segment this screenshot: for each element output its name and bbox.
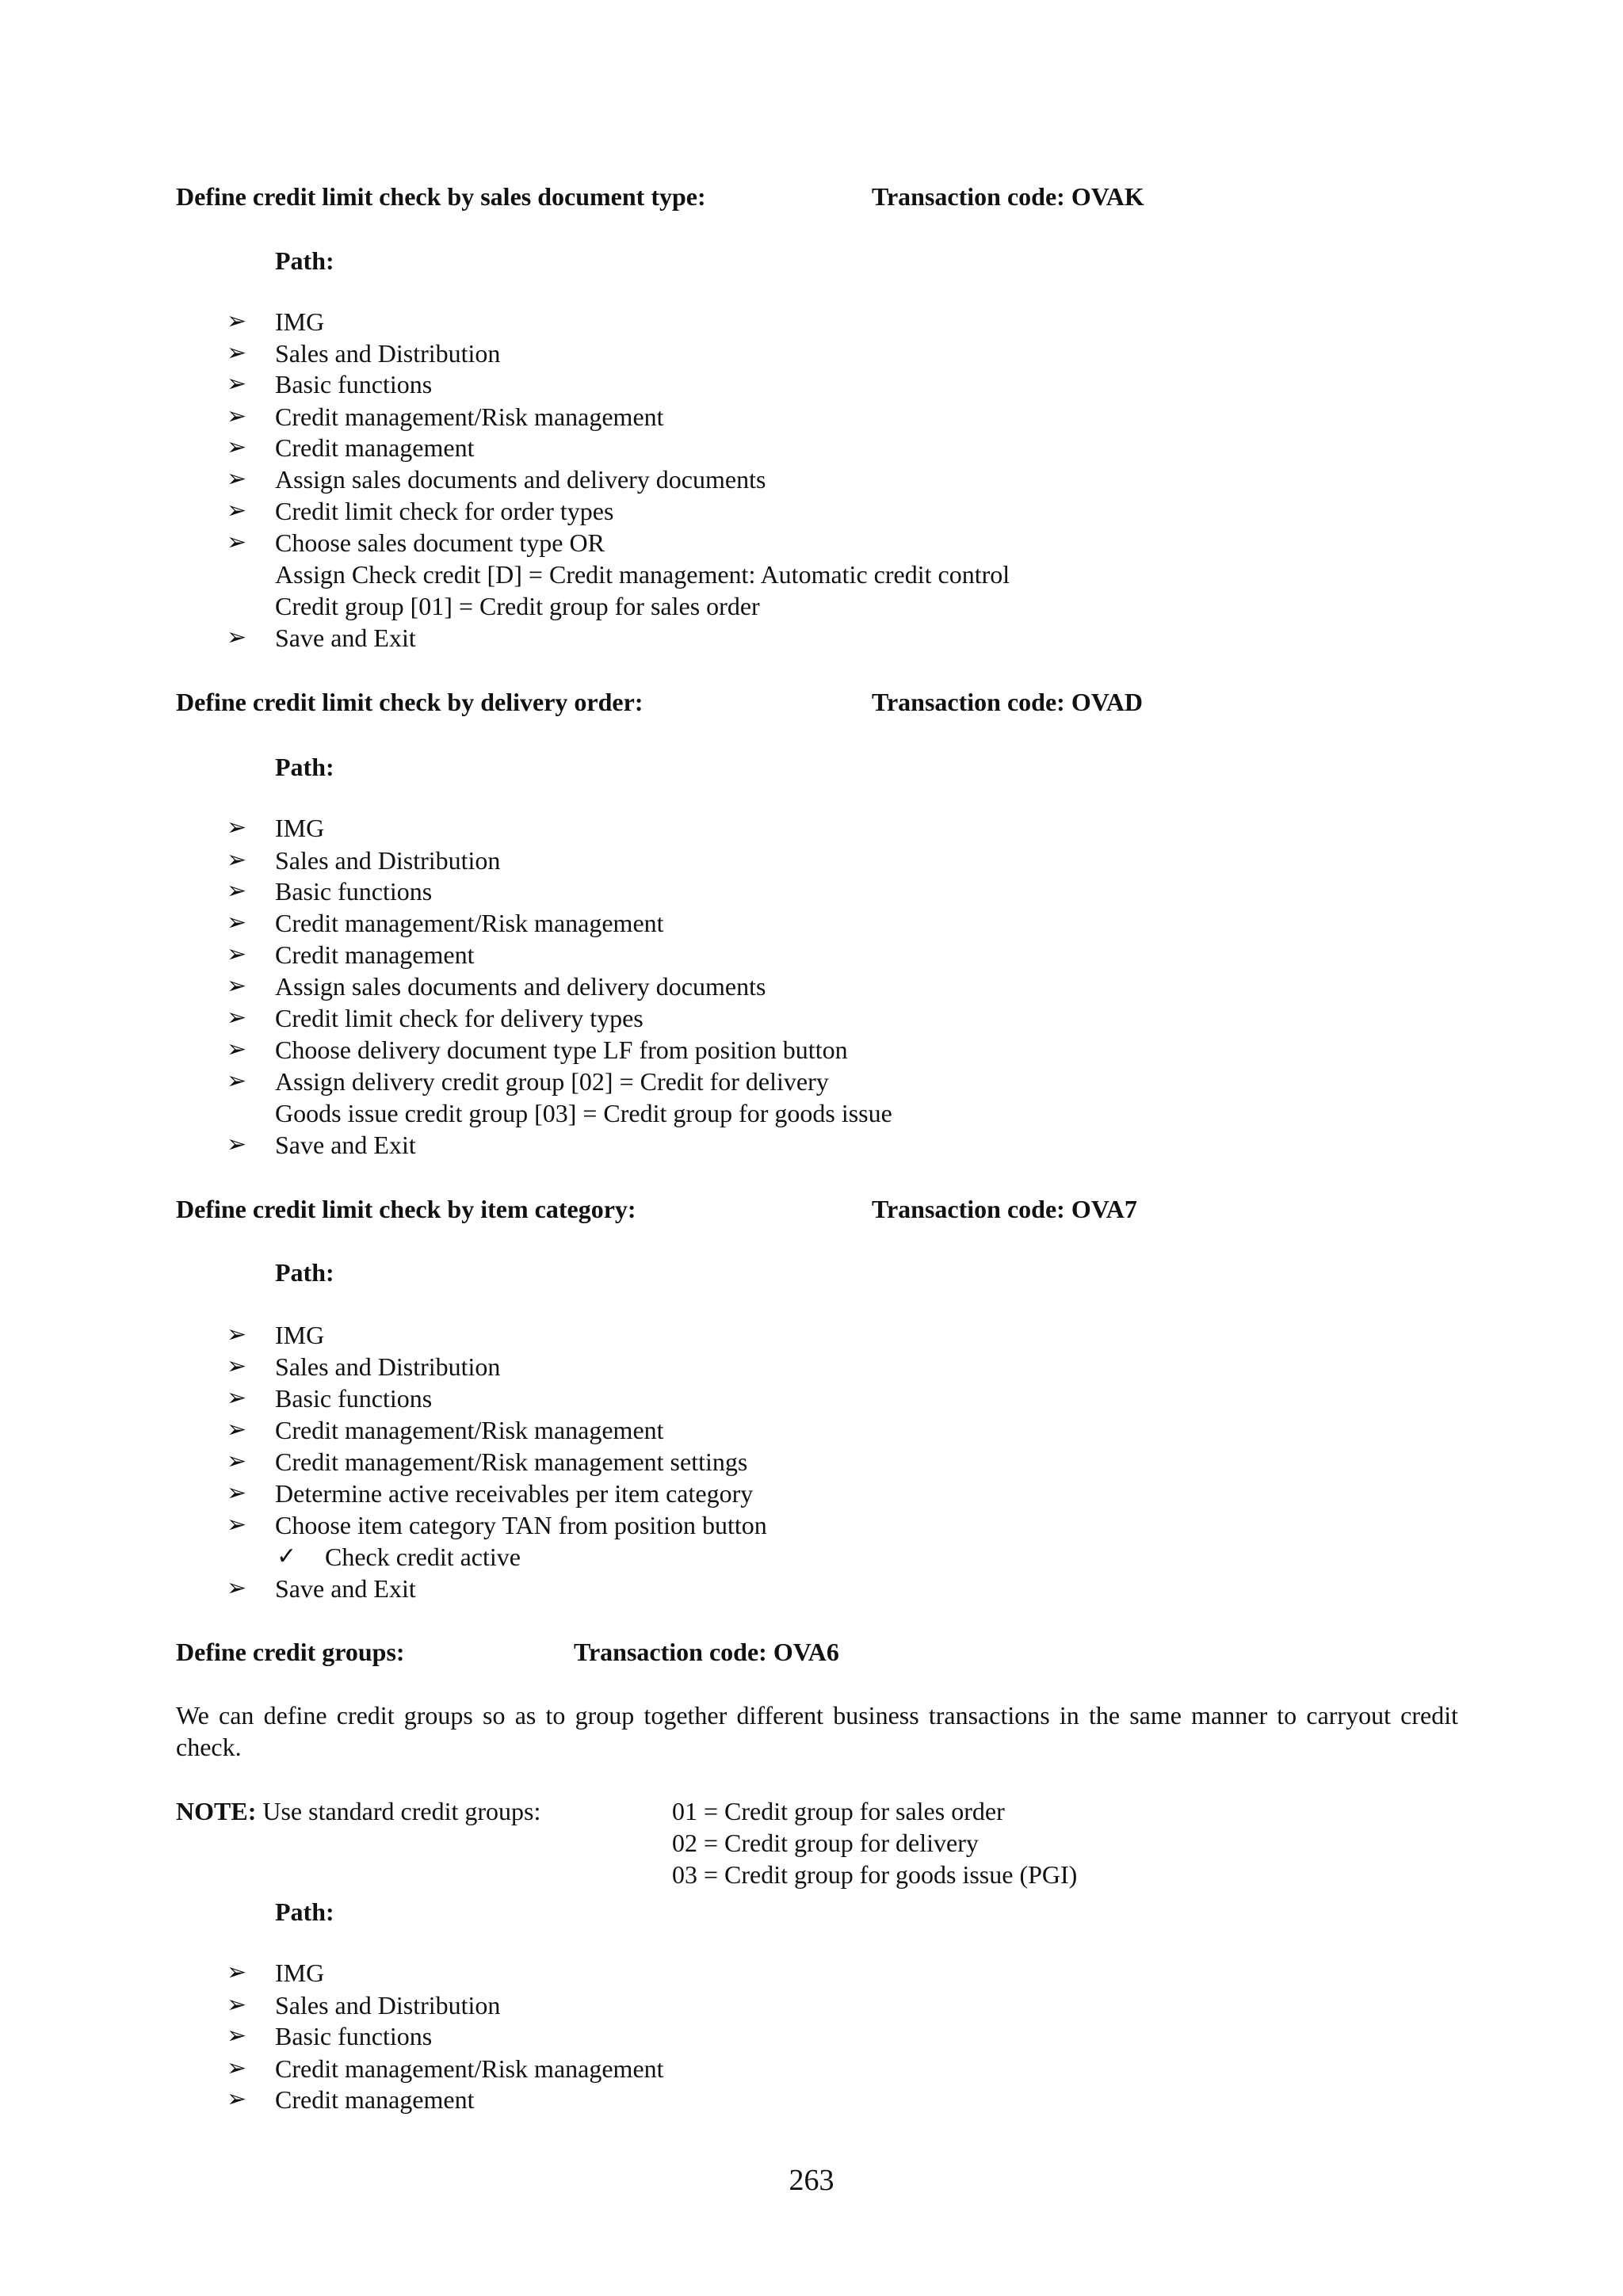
arrow-bullet-icon: ➢ xyxy=(227,1067,247,1095)
arrow-bullet-icon: ➢ xyxy=(227,1447,247,1475)
arrow-bullet-icon: ➢ xyxy=(227,1991,247,2019)
note-value: 02 = Credit group for delivery xyxy=(672,1829,979,1857)
arrow-bullet-icon: ➢ xyxy=(227,1004,247,1032)
section-heading: Define credit limit check by delivery order: xyxy=(176,688,643,716)
path-step-continuation: Assign Check credit [D] = Credit management: Automatic credit control xyxy=(275,560,1010,589)
arrow-bullet-icon: ➢ xyxy=(227,339,247,367)
path-step: Credit management/Risk management xyxy=(275,909,664,937)
arrow-bullet-icon: ➢ xyxy=(227,2085,247,2113)
path-step: Credit management/Risk management xyxy=(275,1416,664,1444)
path-step: Assign sales documents and delivery documents xyxy=(275,465,766,494)
arrow-bullet-icon: ➢ xyxy=(227,1384,247,1412)
section-paragraph: We can define credit groups so as to group together different business transactions in the same manner to carryout credit check. xyxy=(176,1701,1458,1761)
path-step: Basic functions xyxy=(275,2022,433,2050)
section-heading: Define credit limit check by item category: xyxy=(176,1195,636,1223)
path-step: Sales and Distribution xyxy=(275,1352,501,1381)
path-step: Basic functions xyxy=(275,370,433,399)
path-step: Assign sales documents and delivery documents xyxy=(275,972,766,1001)
arrow-bullet-icon: ➢ xyxy=(227,1479,247,1507)
arrow-bullet-icon: ➢ xyxy=(227,909,247,936)
section-heading: Define credit groups: xyxy=(176,1638,405,1666)
path-step-continuation: Credit group [01] = Credit group for sales order xyxy=(275,592,760,620)
note-value: 01 = Credit group for sales order xyxy=(672,1797,1005,1825)
path-step: Credit limit check for order types xyxy=(275,497,614,525)
note xyxy=(176,1795,540,1827)
transaction-code: Transaction code: OVA6 xyxy=(574,1638,839,1666)
arrow-bullet-icon: ➢ xyxy=(227,2022,247,2050)
path-step: IMG xyxy=(275,814,325,842)
path-step: IMG xyxy=(275,307,325,336)
arrow-bullet-icon: ➢ xyxy=(227,307,247,335)
page-number: 263 xyxy=(789,2164,834,2197)
arrow-bullet-icon: ➢ xyxy=(227,370,247,398)
transaction-code: Transaction code: OVAD xyxy=(872,688,1143,716)
arrow-bullet-icon: ➢ xyxy=(227,1511,247,1539)
path-label: Path: xyxy=(275,1258,334,1287)
path-step: Sales and Distribution xyxy=(275,846,501,875)
path-label: Path: xyxy=(275,246,334,275)
arrow-bullet-icon: ➢ xyxy=(227,2054,247,2082)
path-step: Determine active receivables per item category xyxy=(275,1479,754,1508)
path-step: Choose item category TAN from position button xyxy=(275,1511,767,1539)
arrow-bullet-icon: ➢ xyxy=(227,433,247,461)
arrow-bullet-icon: ➢ xyxy=(227,877,247,905)
path-step: Credit limit check for delivery types xyxy=(275,1004,643,1032)
arrow-bullet-icon: ➢ xyxy=(227,940,247,968)
path-step: Assign delivery credit group [02] = Credit for delivery xyxy=(275,1067,829,1096)
arrow-bullet-icon: ➢ xyxy=(227,1321,247,1348)
path-step: Credit management/Risk management xyxy=(275,402,664,431)
arrow-bullet-icon: ➢ xyxy=(227,497,247,524)
path-step: Credit management xyxy=(275,940,475,969)
path-step: IMG xyxy=(275,1958,325,1987)
path-step: Save and Exit xyxy=(275,624,416,652)
arrow-bullet-icon: ➢ xyxy=(227,972,247,1000)
path-step: Sales and Distribution xyxy=(275,339,501,368)
arrow-bullet-icon: ➢ xyxy=(227,402,247,430)
arrow-bullet-icon: ➢ xyxy=(227,1416,247,1444)
path-step: IMG xyxy=(275,1321,325,1349)
transaction-code: Transaction code: OVA7 xyxy=(872,1195,1137,1223)
arrow-bullet-icon: ➢ xyxy=(227,465,247,493)
path-step: Basic functions xyxy=(275,1384,433,1413)
path-label: Path: xyxy=(275,753,334,781)
path-step: Choose delivery document type LF from position button xyxy=(275,1035,848,1064)
arrow-bullet-icon: ➢ xyxy=(227,1131,247,1158)
note-text: Use standard credit groups: xyxy=(262,1797,541,1825)
section-heading: Define credit limit check by sales document type: xyxy=(176,182,706,211)
path-step: Sales and Distribution xyxy=(275,1991,501,2019)
arrow-bullet-icon: ➢ xyxy=(227,1574,247,1602)
path-step: Basic functions xyxy=(275,877,433,906)
arrow-bullet-icon: ➢ xyxy=(227,814,247,841)
check-mark-icon: ✓ xyxy=(277,1543,297,1570)
path-step: Credit management xyxy=(275,433,475,462)
path-step: Save and Exit xyxy=(275,1574,416,1603)
arrow-bullet-icon: ➢ xyxy=(227,1352,247,1380)
path-step: Save and Exit xyxy=(275,1131,416,1159)
path-step-continuation: Goods issue credit group [03] = Credit group for goods issue xyxy=(275,1099,892,1127)
transaction-code: Transaction code: OVAK xyxy=(872,182,1144,211)
path-label: Path: xyxy=(275,1897,334,1926)
path-step: Credit management xyxy=(275,2085,475,2114)
arrow-bullet-icon: ➢ xyxy=(227,1035,247,1063)
check-item: Check credit active xyxy=(325,1543,521,1571)
arrow-bullet-icon: ➢ xyxy=(227,528,247,556)
arrow-bullet-icon: ➢ xyxy=(227,846,247,874)
path-step: Credit management/Risk management settings xyxy=(275,1447,748,1476)
path-step: Credit management/Risk management xyxy=(275,2054,664,2083)
note-label: NOTE: xyxy=(176,1797,257,1825)
arrow-bullet-icon: ➢ xyxy=(227,624,247,651)
path-step: Choose sales document type OR xyxy=(275,528,605,557)
note-value: 03 = Credit group for goods issue (PGI) xyxy=(672,1860,1078,1889)
arrow-bullet-icon: ➢ xyxy=(227,1958,247,1986)
